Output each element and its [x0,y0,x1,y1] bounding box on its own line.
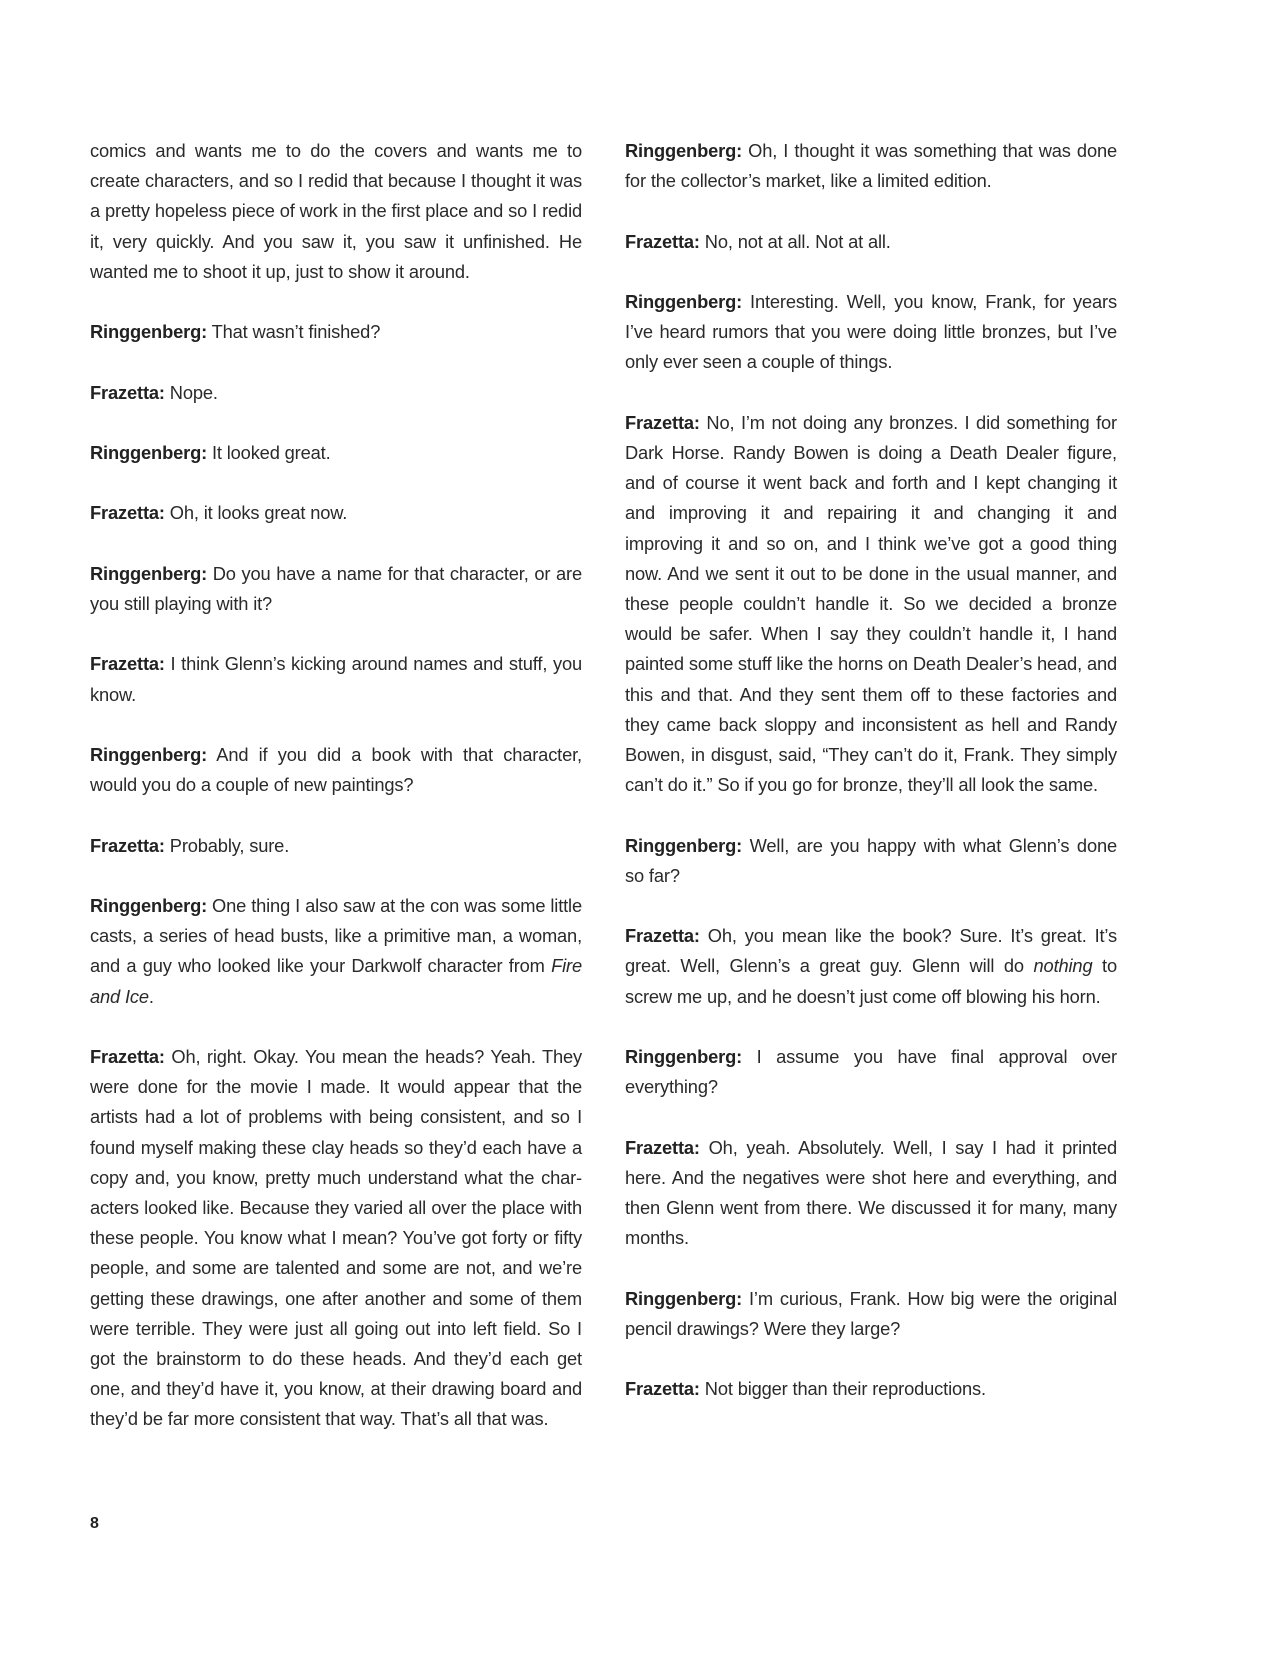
interview-paragraph [625,921,1117,1012]
paragraph-text: Oh, it looks great now. [164,502,348,524]
interview-paragraph [90,649,582,709]
left-column [90,136,582,1465]
paragraph-text: It looked great. [207,441,331,463]
speaker-label: Frazetta: [625,1136,700,1158]
interview-paragraph [90,740,582,800]
paragraph-text: I’m curious, Frank. How big were the original pencil drawings? Were they large? [625,1287,1117,1339]
italic-title: Fire and Ice [90,955,582,1007]
interview-paragraph [90,498,582,528]
interview-paragraph [90,378,582,408]
paragraph-text: And if you did a book with that character, would you do a couple of new paintings? [90,743,582,796]
interview-paragraph [625,1374,1117,1404]
interview-paragraph [625,1042,1117,1102]
speaker-label: Ringgenberg: [625,834,743,856]
page-number: 8 [90,1515,99,1532]
speaker-label: Ringgenberg: [625,290,743,312]
interview-paragraph [625,136,1117,196]
paragraph-text: I think Glenn’s kicking around names and stuff, you know. [90,653,582,705]
interview-paragraph [90,317,582,347]
speaker-label: Frazetta: [625,230,700,252]
paragraph-text: That wasn’t finished? [207,321,381,343]
paragraph-text: Not bigger than their reproductions. [699,1378,986,1400]
speaker-label: Frazetta: [90,653,165,675]
interview-paragraph [90,891,582,1012]
speaker-label: Ringgenberg: [625,1046,743,1067]
paragraph-text: One thing I also saw at the con was some little casts, a series of head busts, like a primitive man, a woman, and a guy who looked like your Darkwolf character from [90,894,582,977]
interview-paragraph [625,408,1117,801]
speaker-label: Frazetta: [90,502,165,524]
speaker-label: Ringgenberg: [90,321,208,343]
interview-paragraph [625,1133,1117,1254]
speaker-label: Ringgenberg: [625,140,743,161]
interview-paragraph [625,287,1117,378]
paragraph-text: No, not at all. Not at all. [699,230,891,252]
paragraph-text: comics and wants me to do the covers and wants me to create characters, and so I redid that because I thought it was a pretty hopeless piece of work in the first place and so I redid it, very quickly. And you saw it, you saw it unfinished. He wanted me to shoot it up, just to show it around. [90,140,582,282]
paragraph-text: Oh, yeah. Absolutely. Well, I say I had it printed here. And the negatives were shot here and everything, and then Glenn went from there. We discussed it for many, many months. [625,1136,1117,1249]
right-column [625,136,1117,1435]
paragraph-text: Oh, right. Okay. You mean the heads? Yeah. They were done for the movie I made. It would appear that the artists had a lot of problems with being consistent, and so I found myself making these clay heads so they’d each have a copy and, you know, pretty much understand what the char-acters looked like. Because they varied all over the place with these people. You know what I mean? You’ve got forty or fifty people, and some are talented and some are not, and we’re getting these drawings, one after another and some of them were terrible. They were just all going out into left field. So I got the brainstorm to do these heads. And they’d each get one, and they’d have it, you know, at their drawing board and they’d be far more consistent that way. That’s all that was. [90,1045,582,1430]
paragraph-text: Well, are you happy with what Glenn’s done so far? [625,834,1117,886]
paragraph-text: Oh, I thought it was something that was done for the collector’s market, like a limited edition. [625,140,1117,192]
speaker-label: Ringgenberg: [90,894,208,916]
speaker-label: Ringgenberg: [90,743,208,765]
paragraph-text: . [148,985,154,1007]
italic-title: nothing [1033,955,1093,977]
paragraph-text: Do you have a name for that character, or are you still playing with it? [90,562,582,614]
speaker-label: Frazetta: [625,411,700,433]
paragraph-text: I assume you have final approval over everything? [625,1046,1117,1098]
interview-paragraph [90,831,582,861]
interview-paragraph [90,1042,582,1435]
paragraph-text: Oh, you mean like the book? Sure. It’s great. It’s great. Well, Glenn’s a great guy. Glenn will do [625,925,1117,977]
interview-paragraph [625,227,1117,257]
paragraph-text: to screw me up, and he doesn’t just come off blowing his horn. [625,955,1117,1007]
paragraph-text: Nope. [164,381,218,403]
speaker-label: Frazetta: [625,925,700,947]
speaker-label: Ringgenberg: [90,441,208,463]
speaker-label: Frazetta: [90,1045,165,1067]
speaker-label: Ringgenberg: [625,1287,743,1309]
interview-paragraph [90,438,582,468]
interview-paragraph [90,559,582,619]
speaker-label: Frazetta: [625,1378,700,1400]
speaker-label: Ringgenberg: [90,562,208,584]
speaker-label: Frazetta: [90,834,165,856]
interview-paragraph [625,1284,1117,1344]
paragraph-text: Interesting. Well, you know, Frank, for years I’ve heard rumors that you were doing little bronzes, but I’ve only ever seen a couple of things. [625,290,1117,373]
interview-paragraph [625,831,1117,891]
paragraph-text: Probably, sure. [164,834,290,856]
speaker-label: Frazetta: [90,381,165,403]
paragraph-text: No, I’m not doing any bronzes. I did something for Dark Horse. Randy Bowen is doing a Death Dealer figure, and of course it went back and forth and I kept changing it and improving it and repairing it and changing it and improving it and so on, and I think we’ve got a good thing now. And we sent it out to be done in the usual manner, and these people couldn’t handle it. So we decided a bronze would be safer. When I say they couldn’t handle it, I hand painted some stuff like the horns on Death Dealer’s head, and this and that. And they sent them off to these factories and they came back sloppy and inconsistent as hell and Randy Bowen, in disgust, said, “They can’t do it, Frank. They simply can’t do it.” So if you go for bronze, they’ll all look the same. [625,411,1117,796]
interview-paragraph [90,136,582,287]
